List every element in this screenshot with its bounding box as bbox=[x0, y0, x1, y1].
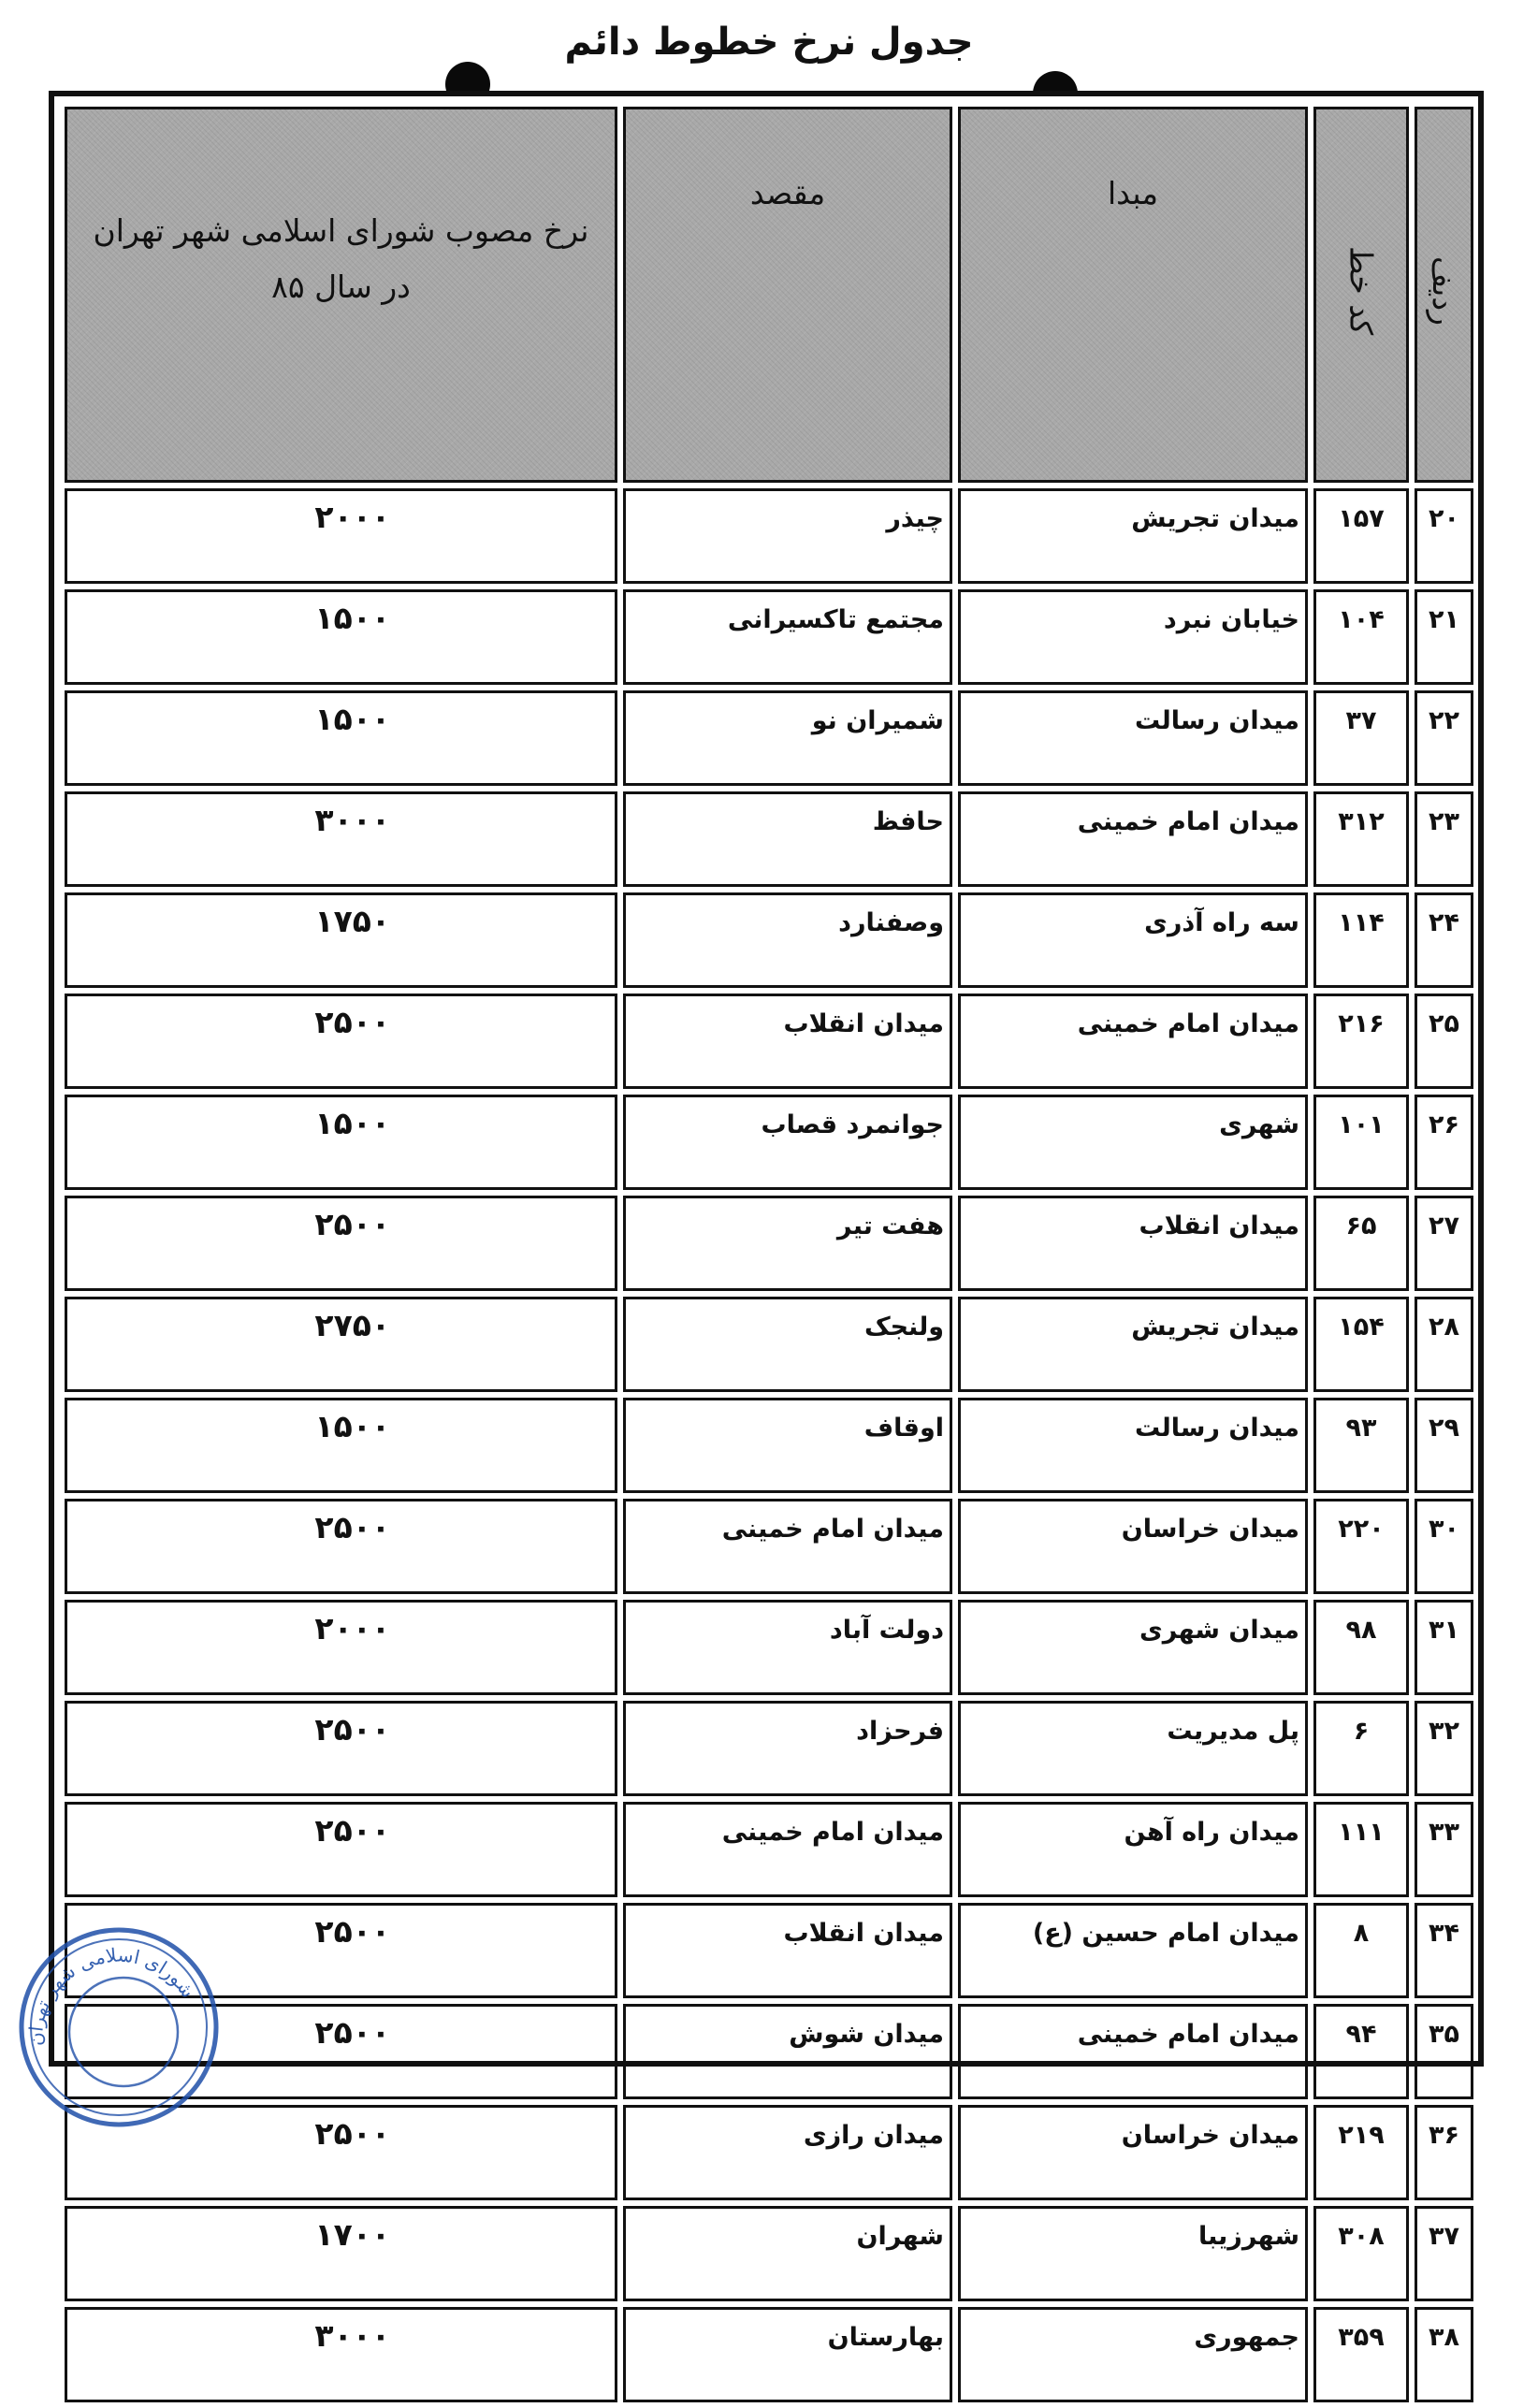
origin-cell: میدان خراسان bbox=[958, 2105, 1308, 2200]
row-number-cell: ۲۸ bbox=[1415, 1297, 1473, 1392]
origin-cell: شهری bbox=[958, 1095, 1308, 1190]
line-code-cell: ۹۸ bbox=[1313, 1600, 1409, 1695]
destination-cell: مجتمع تاکسیرانی bbox=[623, 589, 952, 685]
origin-cell: میدان امام خمینی bbox=[958, 994, 1308, 1089]
header-approved-rate bbox=[65, 107, 617, 483]
destination-cell: میدان انقلاب bbox=[623, 994, 952, 1089]
destination-cell: بهارستان bbox=[623, 2307, 952, 2402]
line-code-cell: ۱۰۴ bbox=[1313, 589, 1409, 685]
line-code-cell: ۹۴ bbox=[1313, 2004, 1409, 2099]
table-header-row bbox=[65, 107, 1473, 483]
price-cell: ۱۵۰۰ bbox=[65, 690, 617, 786]
line-code-cell: ۱۱۴ bbox=[1313, 892, 1409, 988]
table-row bbox=[65, 1701, 1473, 1796]
price-cell: ۲۵۰۰ bbox=[65, 1499, 617, 1594]
header-row-number: ردیف bbox=[1415, 107, 1473, 483]
origin-cell: میدان خراسان bbox=[958, 1499, 1308, 1594]
table-row bbox=[65, 791, 1473, 887]
price-cell: ۲۰۰۰ bbox=[65, 488, 617, 584]
origin-cell: میدان تجریش bbox=[958, 488, 1308, 584]
price-cell: ۲۵۰۰ bbox=[65, 1196, 617, 1291]
council-seal bbox=[11, 1920, 226, 2135]
header-origin: مبدا bbox=[958, 107, 1308, 483]
price-cell: ۳۰۰۰ bbox=[65, 2307, 617, 2402]
origin-cell: میدان رسالت bbox=[958, 690, 1308, 786]
price-cell: ۲۰۰۰ bbox=[65, 1600, 617, 1695]
table-body bbox=[65, 488, 1473, 2402]
destination-cell: جوانمرد قصاب bbox=[623, 1095, 952, 1190]
table-row bbox=[65, 1297, 1473, 1392]
line-code-cell: ۶ bbox=[1313, 1701, 1409, 1796]
destination-cell: اوقاف bbox=[623, 1398, 952, 1493]
table-row bbox=[65, 2307, 1473, 2402]
table-row bbox=[65, 2206, 1473, 2301]
line-code-cell: ۱۰۱ bbox=[1313, 1095, 1409, 1190]
row-number-cell: ۳۵ bbox=[1415, 2004, 1473, 2099]
table-row bbox=[65, 2004, 1473, 2099]
destination-cell: شهران bbox=[623, 2206, 952, 2301]
row-number-cell: ۲۰ bbox=[1415, 488, 1473, 584]
line-code-cell: ۲۱۹ bbox=[1313, 2105, 1409, 2200]
origin-cell: جمهوری bbox=[958, 2307, 1308, 2402]
row-number-cell: ۲۲ bbox=[1415, 690, 1473, 786]
row-number-cell: ۲۹ bbox=[1415, 1398, 1473, 1493]
table-row bbox=[65, 1398, 1473, 1493]
line-code-cell: ۶۵ bbox=[1313, 1196, 1409, 1291]
origin-cell: پل مدیریت bbox=[958, 1701, 1308, 1796]
page-title: جدول نرخ خطوط دائم bbox=[564, 21, 974, 64]
row-number-cell: ۳۲ bbox=[1415, 1701, 1473, 1796]
table-row bbox=[65, 1903, 1473, 1998]
header-rate-line1: نرخ مصوب شورای اسلامی شهر تهران bbox=[93, 212, 589, 249]
price-cell: ۱۵۰۰ bbox=[65, 1398, 617, 1493]
price-cell: ۲۷۵۰ bbox=[65, 1297, 617, 1392]
row-number-cell: ۳۸ bbox=[1415, 2307, 1473, 2402]
row-number-cell: ۳۷ bbox=[1415, 2206, 1473, 2301]
origin-cell: میدان تجریش bbox=[958, 1297, 1308, 1392]
row-number-cell: ۲۵ bbox=[1415, 994, 1473, 1089]
destination-cell: میدان امام خمینی bbox=[623, 1802, 952, 1897]
row-number-cell: ۲۷ bbox=[1415, 1196, 1473, 1291]
line-code-cell: ۲۱۶ bbox=[1313, 994, 1409, 1089]
row-number-cell: ۳۱ bbox=[1415, 1600, 1473, 1695]
row-number-cell: ۲۳ bbox=[1415, 791, 1473, 887]
line-code-cell: ۱۵۴ bbox=[1313, 1297, 1409, 1392]
origin-cell: میدان امام خمینی bbox=[958, 2004, 1308, 2099]
price-cell: ۱۷۵۰ bbox=[65, 892, 617, 988]
origin-cell: سه راه آذری bbox=[958, 892, 1308, 988]
price-cell: ۳۰۰۰ bbox=[65, 791, 617, 887]
line-code-cell: ۳۰۸ bbox=[1313, 2206, 1409, 2301]
table-row bbox=[65, 994, 1473, 1089]
destination-cell: میدان رازی bbox=[623, 2105, 952, 2200]
line-code-cell: ۳۷ bbox=[1313, 690, 1409, 786]
line-code-cell: ۳۱۲ bbox=[1313, 791, 1409, 887]
row-number-cell: ۳۳ bbox=[1415, 1802, 1473, 1897]
table-row bbox=[65, 892, 1473, 988]
price-cell: ۲۵۰۰ bbox=[65, 2004, 617, 2099]
row-number-cell: ۳۶ bbox=[1415, 2105, 1473, 2200]
price-cell: ۲۵۰۰ bbox=[65, 1802, 617, 1897]
table-row bbox=[65, 1802, 1473, 1897]
seal-text: شورای اسلامی شهر تهران bbox=[23, 1943, 200, 2047]
rate-table-frame bbox=[49, 91, 1484, 2354]
header-destination: مقصد bbox=[623, 107, 952, 483]
line-code-cell: ۲۲۰ bbox=[1313, 1499, 1409, 1594]
origin-cell: میدان امام حسین (ع) bbox=[958, 1903, 1308, 1998]
table-row bbox=[65, 488, 1473, 584]
price-cell: ۱۵۰۰ bbox=[65, 589, 617, 685]
destination-cell: حافظ bbox=[623, 791, 952, 887]
table-row bbox=[65, 1600, 1473, 1695]
line-code-cell: ۸ bbox=[1313, 1903, 1409, 1998]
line-code-cell: ۳۵۹ bbox=[1313, 2307, 1409, 2402]
row-number-cell: ۲۴ bbox=[1415, 892, 1473, 988]
price-cell: ۲۵۰۰ bbox=[65, 1701, 617, 1796]
rate-table bbox=[59, 101, 1479, 2408]
price-cell: ۱۵۰۰ bbox=[65, 1095, 617, 1190]
header-line-code: کد خط bbox=[1313, 107, 1409, 483]
origin-cell: میدان شهری bbox=[958, 1600, 1308, 1695]
destination-cell: ولنجک bbox=[623, 1297, 952, 1392]
destination-cell: میدان امام خمینی bbox=[623, 1499, 952, 1594]
destination-cell: هفت تیر bbox=[623, 1196, 952, 1291]
origin-cell: میدان راه آهن bbox=[958, 1802, 1308, 1897]
table-row bbox=[65, 589, 1473, 685]
row-number-cell: ۳۰ bbox=[1415, 1499, 1473, 1594]
origin-cell: خیابان نبرد bbox=[958, 589, 1308, 685]
row-number-cell: ۳۴ bbox=[1415, 1903, 1473, 1998]
destination-cell: میدان شوش bbox=[623, 2004, 952, 2099]
row-number-cell: ۲۱ bbox=[1415, 589, 1473, 685]
line-code-cell: ۱۵۷ bbox=[1313, 488, 1409, 584]
price-cell: ۲۵۰۰ bbox=[65, 994, 617, 1089]
table-row bbox=[65, 1095, 1473, 1190]
price-cell: ۱۷۰۰ bbox=[65, 2206, 617, 2301]
destination-cell: چیذر bbox=[623, 488, 952, 584]
table-row bbox=[65, 690, 1473, 786]
table-row bbox=[65, 1196, 1473, 1291]
destination-cell: شمیران نو bbox=[623, 690, 952, 786]
destination-cell: میدان انقلاب bbox=[623, 1903, 952, 1998]
origin-cell: میدان رسالت bbox=[958, 1398, 1308, 1493]
row-number-cell: ۲۶ bbox=[1415, 1095, 1473, 1190]
origin-cell: شهرزیبا bbox=[958, 2206, 1308, 2301]
origin-cell: میدان انقلاب bbox=[958, 1196, 1308, 1291]
destination-cell: وصفنارد bbox=[623, 892, 952, 988]
table-row bbox=[65, 2105, 1473, 2200]
price-cell: ۲۵۰۰ bbox=[65, 1903, 617, 1998]
origin-cell: میدان امام خمینی bbox=[958, 791, 1308, 887]
header-rate-line2: در سال ۸۵ bbox=[271, 268, 411, 305]
table-row bbox=[65, 1499, 1473, 1594]
destination-cell: فرحزاد bbox=[623, 1701, 952, 1796]
price-cell: ۲۵۰۰ bbox=[65, 2105, 617, 2200]
line-code-cell: ۱۱۱ bbox=[1313, 1802, 1409, 1897]
destination-cell: دولت آباد bbox=[623, 1600, 952, 1695]
line-code-cell: ۹۳ bbox=[1313, 1398, 1409, 1493]
